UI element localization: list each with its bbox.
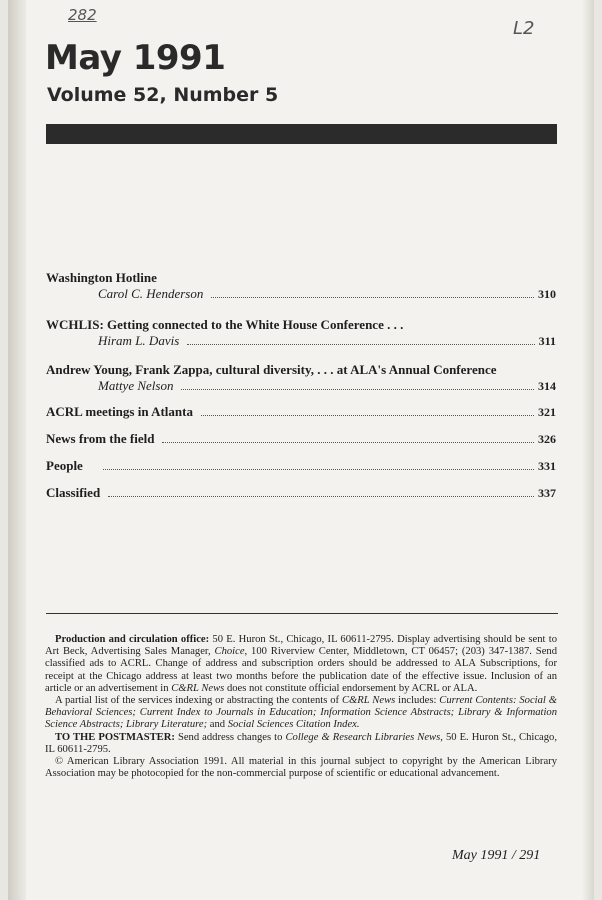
toc-page-number: 311 [538,334,556,348]
issue-title: May 1991 [45,38,226,78]
toc-entry [46,362,556,394]
toc-entry-line [46,431,556,447]
toc-page-number: 314 [538,379,556,393]
indexing-text-2: includes: [395,695,440,707]
production-text-3: does not constitute official endorsement by ACRL or ALA. [224,682,478,694]
dot-leader [187,344,534,345]
toc-entry-title: Classified [46,485,101,500]
dot-leader [162,442,534,443]
toc-page-number: 321 [538,405,556,419]
toc-entry-title: ACRL meetings in Atlanta [46,404,193,419]
toc-entry-author: Mattye Nelson [98,378,174,393]
toc-page-number: 326 [538,432,556,446]
indexing-paragraph [45,695,557,732]
toc-entry [46,485,556,501]
crl-news-title: C&RL News [171,682,225,694]
toc-page-number: 310 [538,287,556,301]
production-text-2: , 100 Riverview Center, Middletown, CT 06457; (203) 347-1387. Send classified ads to ACRL. Change of address and subscription orders should be addressed to ALA Subscriptions, for receipt at the Chicago address at least two months before the publication date of the effective issue. Inclusion of an article or an advertisement in [45,646,557,694]
index-list-2: Social Sciences Citation Index. [227,719,360,731]
page-folio: May 1991 / 291 [452,848,541,863]
dot-leader [211,297,534,298]
production-paragraph [45,634,557,695]
divider-rule [46,613,558,614]
toc-entry-author: Carol C. Henderson [98,286,204,301]
dot-leader [103,469,534,470]
dot-leader [181,389,534,390]
toc-author-line [46,378,556,394]
toc-author-line [46,333,556,349]
page [8,0,594,900]
publication-notice [45,634,557,780]
postmaster-paragraph [45,732,557,756]
header-bar [46,124,557,144]
postmaster-label: TO THE POSTMASTER: [55,731,175,743]
toc-entry-author: Hiram L. Davis [98,333,180,348]
toc-page-number: 331 [538,459,556,473]
copyright-paragraph: © American Library Association 1991. All material in this journal subject to copyright by the American Library Association may be photocopied for the non-commercial purpose of scientific or educational advancement. [45,756,557,780]
production-text-1: 50 E. Huron St., Chicago, IL 60611-2795. Display advertising should be sent to Art Beck, Advertising Sales Manager, [45,634,557,658]
toc-author-line [46,286,556,302]
toc-page-number: 337 [538,486,556,500]
handwritten-note-right: L2 [513,18,535,39]
crl-news-title-2: C&RL News [341,695,396,707]
dot-leader [201,415,534,416]
choice-title: Choice [214,646,245,658]
indexing-and: and [207,719,228,731]
toc-entry-title: People [46,458,83,473]
toc-entry [46,317,556,349]
indexing-text-1: A partial list of the services indexing or abstracting the contents of [55,695,342,707]
dot-leader [108,496,534,497]
toc-entry [46,404,556,420]
postmaster-text-2: , 50 E. Huron St., Chicago, IL 60611-2795. [45,731,557,755]
toc-entry [46,458,556,474]
toc-entry-title: Andrew Young, Frank Zappa, cultural diversity, . . . at ALA's Annual Conference [46,362,497,377]
volume-number: Volume 52, Number 5 [47,84,279,106]
toc-entry-title: WCHLIS: Getting connected to the White House Conference . . . [46,317,404,332]
page-edge-shadow [582,0,594,900]
page-binding-shadow [8,0,26,900]
index-list-1: Current Contents: Social & Behavioral Sciences; Current Index to Journals in Education; Information Science Abstracts; Library & Information Science Abstracts; Library Literature; [45,695,557,731]
toc-entry-line [46,404,556,420]
toc-entry [46,270,556,302]
postmaster-journal: College & Research Libraries News [285,731,441,743]
toc-entry-line [46,458,556,474]
toc-entry-line [46,485,556,501]
toc-entry-title: News from the field [46,431,155,446]
handwritten-note-left: 282 [68,6,97,24]
production-label: Production and circulation office: [55,634,210,645]
toc-entry [46,431,556,447]
toc-entry-title: Washington Hotline [46,270,157,285]
postmaster-text-1: Send address changes to [174,731,286,743]
